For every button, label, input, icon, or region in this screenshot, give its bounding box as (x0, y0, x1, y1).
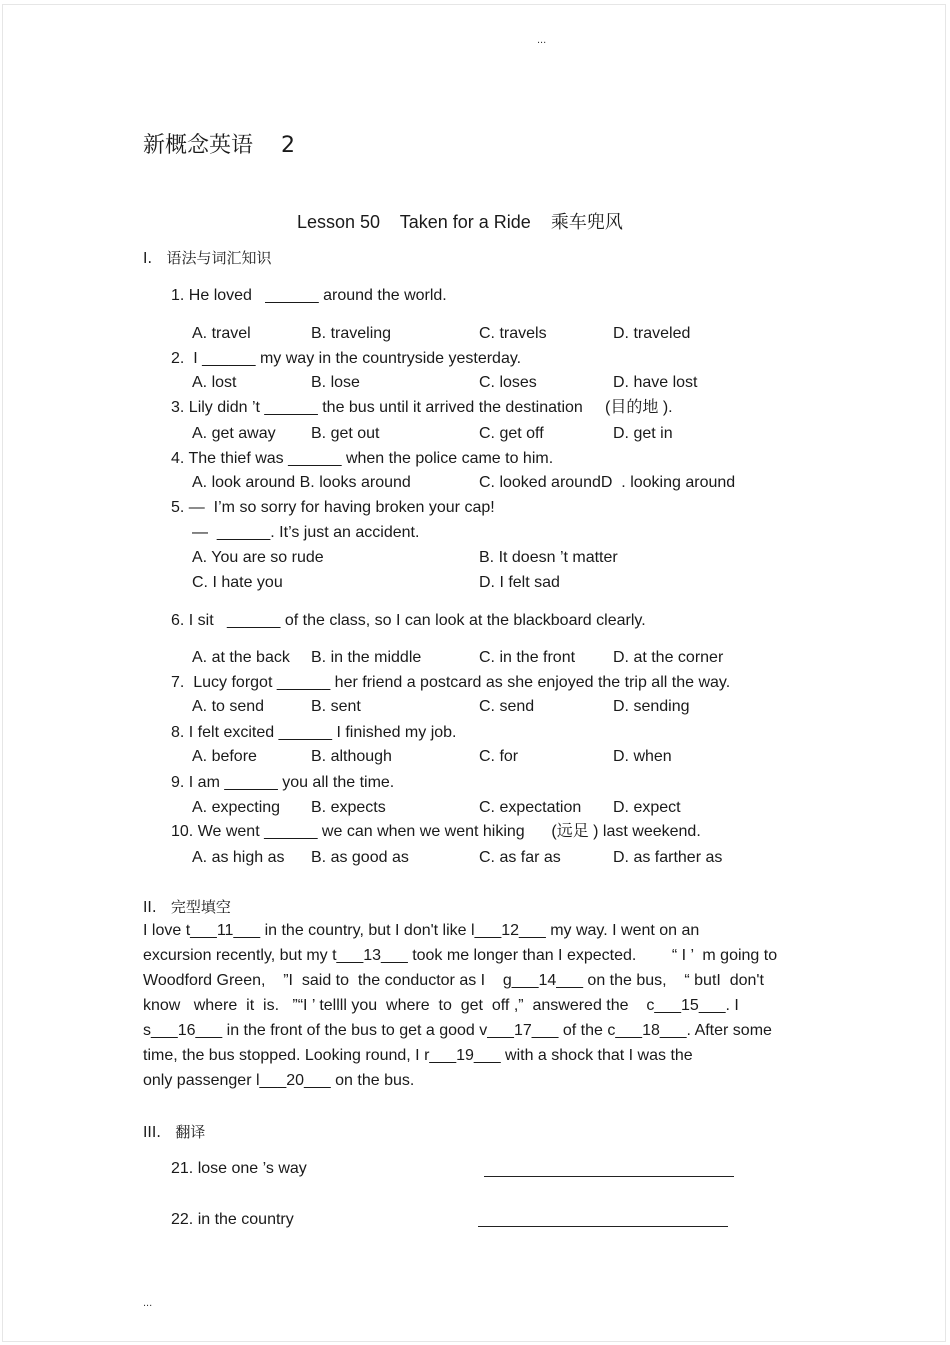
section-heading-cloze: II. 完型填空 (143, 898, 231, 916)
cloze-line: excursion recently, but my t___13___ took me longer than I expected. “ I ’ m going to (143, 947, 778, 964)
option-c: C. loses (479, 374, 537, 391)
cloze-line: know where it is. ”“I ’ tellll you where to get off ,” answered the c___15___. I (143, 997, 739, 1014)
section-heading-translation: III. 翻译 (143, 1123, 206, 1141)
option-c-d: C. looked aroundD . looking around (479, 474, 736, 491)
option-b: B. in the middle (311, 649, 422, 666)
translation-answer-line[interactable] (478, 1226, 728, 1227)
question-stem: 9. I am ______ you all the time. (171, 774, 395, 791)
lesson-title: Lesson 50 Taken for a Ride 乘车兜风 (297, 212, 623, 232)
question-stem: 1. He loved ______ around the world. (171, 287, 447, 304)
option-b: B. expects (311, 799, 386, 816)
option-a: A. lost (192, 374, 237, 391)
option-c: C. send (479, 698, 535, 715)
option-c: C. I hate you (192, 574, 283, 591)
option-b: B. lose (311, 374, 360, 391)
option-d: D. traveled (613, 325, 691, 342)
option-b: B. traveling (311, 325, 392, 342)
option-d: D. at the corner (613, 649, 724, 666)
cloze-line: I love t___11___ in the country, but I don't like l___12___ my way. I went on an (143, 922, 700, 939)
question-stem: 8. I felt excited ______ I finished my job. (171, 724, 457, 741)
option-a-b: A. look around B. looks around (192, 474, 411, 491)
option-b: B. although (311, 748, 392, 765)
question-stem: 6. I sit ______ of the class, so I can look at the blackboard clearly. (171, 612, 646, 629)
cloze-line: only passenger l___20___ on the bus. (143, 1072, 415, 1089)
cloze-line: time, the bus stopped. Looking round, I r___19___ with a shock that I was the (143, 1047, 693, 1064)
section-heading-grammar: I. 语法与词汇知识 (143, 249, 272, 267)
question-stem: 3. Lily didn ’t ______ the bus until it arrived the destination (目的地 ). (171, 399, 673, 416)
question-stem: 10. We went ______ we can when we went hiking (远足 ) last weekend. (171, 823, 701, 840)
option-a: A. to send (192, 698, 265, 715)
option-c: C. in the front (479, 649, 576, 666)
option-b: B. sent (311, 698, 361, 715)
translation-answer-line[interactable] (484, 1176, 734, 1177)
option-c: C. as far as (479, 849, 561, 866)
option-d: D. I felt sad (479, 574, 560, 591)
option-a: A. at the back (192, 649, 290, 666)
question-stem-reply: — ______. It’s just an accident. (192, 524, 420, 541)
question-stem: 4. The thief was ______ when the police came to him. (171, 450, 554, 467)
translation-item-label: 21. lose one ’s way (171, 1160, 307, 1177)
option-c: C. travels (479, 325, 547, 342)
option-d: D. get in (613, 425, 673, 442)
option-d: D. have lost (613, 374, 698, 391)
option-a: A. expecting (192, 799, 281, 816)
option-a: A. as high as (192, 849, 285, 866)
option-c: C. for (479, 748, 519, 765)
question-stem: 2. I ______ my way in the countryside yesterday. (171, 350, 522, 367)
cloze-line: s___16___ in the front of the bus to get a good v___17___ of the c___18___. After some (143, 1022, 772, 1039)
option-c: C. get off (479, 425, 544, 442)
cloze-line: Woodford Green, ”I said to the conductor as I g___14___ on the bus, “ butI don't (143, 972, 764, 989)
option-b: B. get out (311, 425, 380, 442)
translation-item-label: 22. in the country (171, 1211, 294, 1228)
question-stem: 7. Lucy forgot ______ her friend a postcard as she enjoyed the trip all the way. (171, 674, 731, 691)
option-a: A. before (192, 748, 257, 765)
option-c: C. expectation (479, 799, 582, 816)
option-b: B. It doesn ’t matter (479, 549, 618, 566)
option-d: D. expect (613, 799, 681, 816)
option-b: B. as good as (311, 849, 409, 866)
option-d: D. when (613, 748, 672, 765)
option-d: D. sending (613, 698, 690, 715)
option-a: A. travel (192, 325, 251, 342)
option-a: A. get away (192, 425, 276, 442)
footer-dots: ... (143, 1297, 153, 1309)
document-title: 新概念英语 2 (143, 133, 295, 158)
option-d: D. as farther as (613, 849, 723, 866)
question-stem: 5. — I’m so sorry for having broken your cap! (171, 499, 495, 516)
option-a: A. You are so rude (192, 549, 324, 566)
header-dots: ... (537, 34, 547, 46)
